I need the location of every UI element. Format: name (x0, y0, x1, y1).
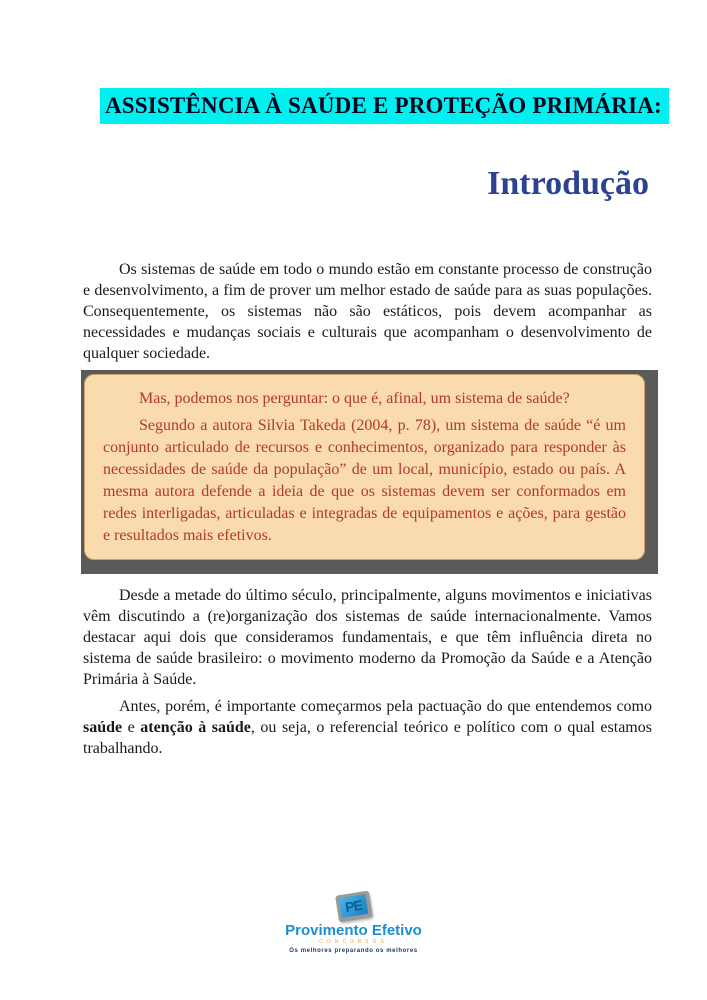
pe-cube-icon-letters: PE (338, 894, 368, 918)
paragraph-pactuacao-text-2: e (122, 719, 141, 737)
paragraph-pactuacao (83, 696, 652, 759)
title-banner-row (0, 0, 707, 124)
paragraph-pactuacao-text-1: Antes, porém, é importante começarmos pela pactuação do que entendemos como (119, 698, 652, 716)
provimento-efetivo-logo (274, 893, 434, 955)
pe-cube-icon (335, 891, 373, 923)
quote-box (84, 374, 645, 560)
section-heading: Introdução (487, 165, 649, 203)
logo-subtitle: CONCURSOS (319, 939, 388, 945)
quote-citation: Segundo a autora Silvia Takeda (2004, p. 78), um sistema de saúde “é um conjunto articulado de recursos e conhecimentos, organizado para responder às necessidades de saúde da população” de um local, município, estado ou país. A mesma autora defende a ideia de que os sistemas devem ser conformados em redes interligadas, articuladas e integradas de equipamentos e ações, para gestão e resultados mais efetivos. (103, 417, 626, 545)
bold-term-saude: saúde (83, 719, 123, 737)
paragraph-pactuacao-text-3: , ou seja, o referencial teórico e político com o qual estamos trabalhando. (83, 719, 652, 758)
quote-question: Mas, podemos nos perguntar: o que é, afinal, um sistema de saúde? (139, 390, 570, 408)
paragraph-intro-systems: Os sistemas de saúde em todo o mundo estão em constante processo de construção e desenvolvimento, a fim de prover um melhor estado de saúde para as suas populações. Consequentemente, os sistemas não são estáticos, pois devem acompanhar as necessidades e mudanças sociais e culturais que acompanham o desenvolvimento de qualquer sociedade. (83, 261, 652, 363)
bold-term-atencao-a-saude: atenção à saúde (140, 719, 251, 737)
quote-box-shadow (81, 370, 658, 574)
logo-tagline: Os melhores preparando os melhores (289, 948, 418, 954)
page-title-banner: ASSISTÊNCIA À SAÚDE E PROTEÇÃO PRIMÁRIA: (100, 88, 669, 124)
paragraph-movements: Desde a metade do último século, principalmente, alguns movimentos e iniciativas vêm discutindo a (re)organização dos sistemas de saúde internacionalmente. Vamos destacar aqui dois que consideramos fundamentais, e que têm influência direta no sistema de saúde brasileiro: o movimento moderno da Promoção da Saúde e a Atenção Primária à Saúde. (83, 587, 652, 689)
logo-brand-name: Provimento Efetivo (285, 922, 422, 939)
body-text (83, 259, 652, 364)
body-text-continued (83, 585, 652, 759)
